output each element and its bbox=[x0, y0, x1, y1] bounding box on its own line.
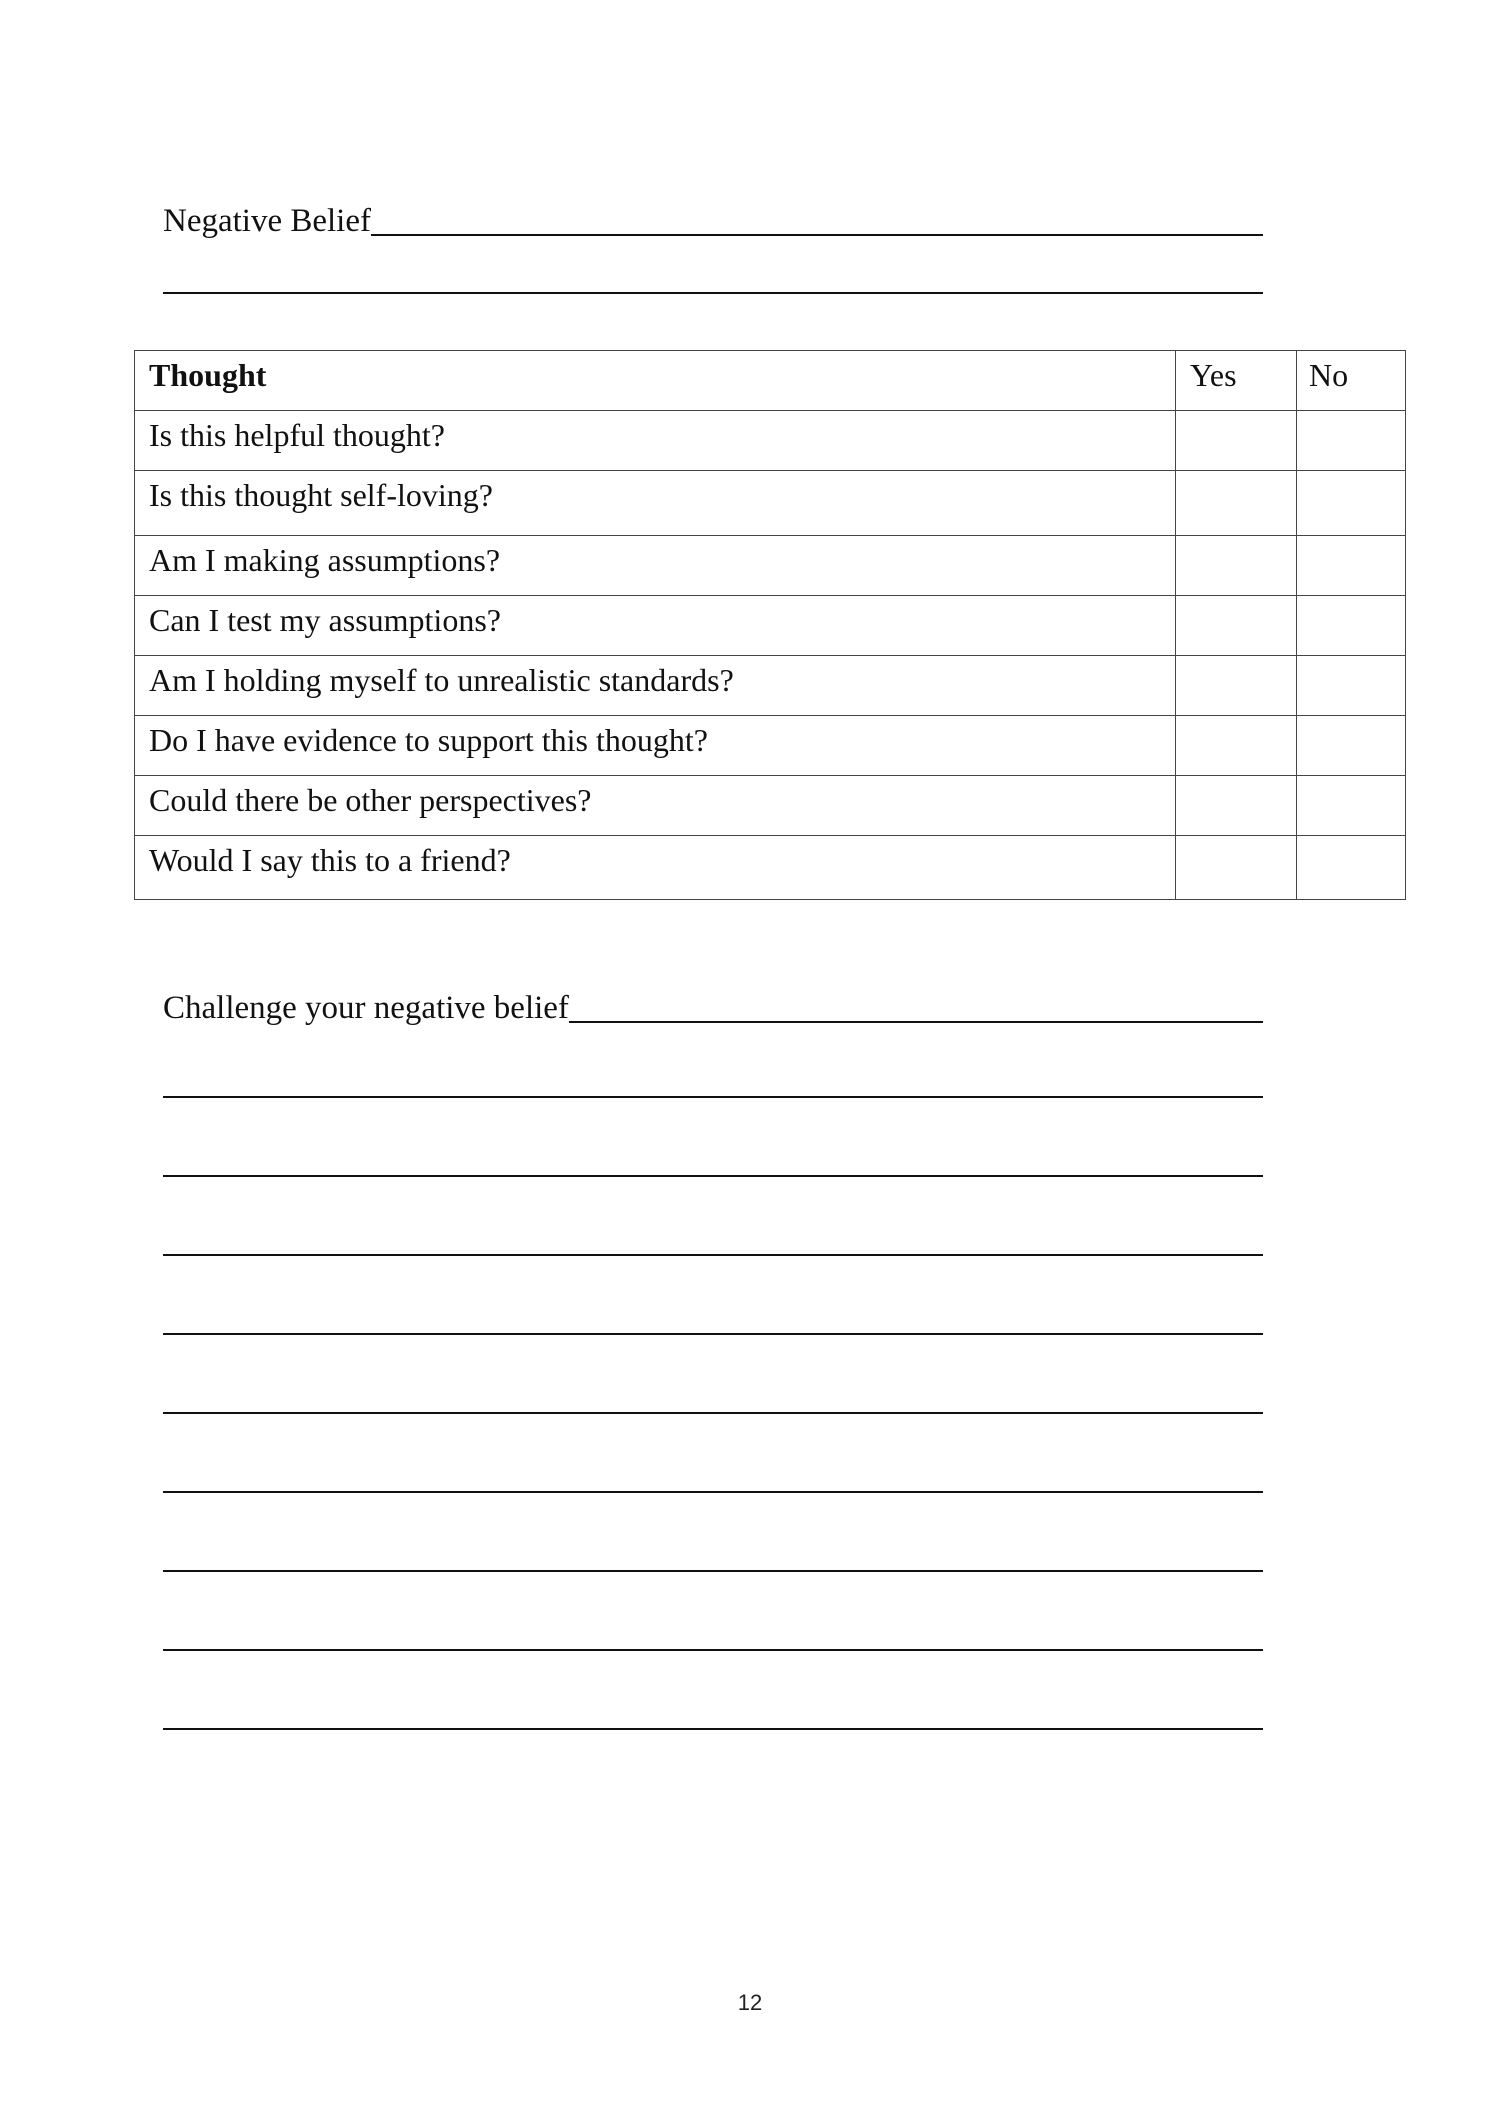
no-checkbox-cell[interactable] bbox=[1297, 596, 1406, 656]
challenge-write-line[interactable] bbox=[163, 1412, 1263, 1414]
page-number: 12 bbox=[737, 1990, 763, 2015]
table-row bbox=[135, 471, 1406, 536]
question-cell: Am I holding myself to unrealistic standards? bbox=[135, 656, 1176, 716]
yes-checkbox-cell[interactable] bbox=[1176, 411, 1297, 471]
challenge-write-line[interactable] bbox=[163, 1728, 1263, 1730]
no-checkbox-cell[interactable] bbox=[1297, 536, 1406, 596]
table-row bbox=[135, 656, 1406, 716]
table-row bbox=[135, 776, 1406, 836]
thought-checklist-table bbox=[134, 350, 1406, 900]
question-cell: Can I test my assumptions? bbox=[135, 596, 1176, 656]
challenge-write-line[interactable] bbox=[163, 1491, 1263, 1493]
challenge-row bbox=[163, 985, 1263, 1029]
challenge-write-line[interactable] bbox=[163, 1333, 1263, 1335]
table-row bbox=[135, 596, 1406, 656]
negative-belief-write-line-2[interactable] bbox=[163, 292, 1263, 294]
yes-checkbox-cell[interactable] bbox=[1176, 836, 1297, 900]
no-checkbox-cell[interactable] bbox=[1297, 836, 1406, 900]
no-checkbox-cell[interactable] bbox=[1297, 776, 1406, 836]
negative-belief-write-line[interactable] bbox=[371, 232, 1263, 236]
negative-belief-row bbox=[163, 198, 1263, 242]
challenge-write-line[interactable] bbox=[163, 1175, 1263, 1177]
question-cell: Is this helpful thought? bbox=[135, 411, 1176, 471]
header-no: No bbox=[1297, 351, 1406, 411]
question-cell: Would I say this to a friend? bbox=[135, 836, 1176, 900]
challenge-write-line[interactable] bbox=[163, 1570, 1263, 1572]
yes-checkbox-cell[interactable] bbox=[1176, 656, 1297, 716]
table-row bbox=[135, 716, 1406, 776]
challenge-label: Challenge your negative belief bbox=[163, 990, 569, 1026]
no-checkbox-cell[interactable] bbox=[1297, 656, 1406, 716]
no-checkbox-cell[interactable] bbox=[1297, 716, 1406, 776]
table-row bbox=[135, 411, 1406, 471]
header-yes: Yes bbox=[1176, 351, 1297, 411]
yes-checkbox-cell[interactable] bbox=[1176, 536, 1297, 596]
no-checkbox-cell[interactable] bbox=[1297, 411, 1406, 471]
challenge-write-line[interactable] bbox=[163, 1096, 1263, 1098]
yes-checkbox-cell[interactable] bbox=[1176, 596, 1297, 656]
question-cell: Am I making assumptions? bbox=[135, 536, 1176, 596]
no-checkbox-cell[interactable] bbox=[1297, 471, 1406, 536]
challenge-write-line[interactable] bbox=[163, 1254, 1263, 1256]
table-row bbox=[135, 836, 1406, 900]
yes-checkbox-cell[interactable] bbox=[1176, 471, 1297, 536]
question-cell: Could there be other perspectives? bbox=[135, 776, 1176, 836]
challenge-write-line[interactable] bbox=[163, 1649, 1263, 1651]
question-cell: Do I have evidence to support this thought? bbox=[135, 716, 1176, 776]
yes-checkbox-cell[interactable] bbox=[1176, 776, 1297, 836]
negative-belief-label: Negative Belief bbox=[163, 203, 371, 239]
header-thought: Thought bbox=[135, 351, 1176, 411]
yes-checkbox-cell[interactable] bbox=[1176, 716, 1297, 776]
challenge-write-line[interactable] bbox=[569, 1019, 1263, 1023]
question-cell: Is this thought self-loving? bbox=[135, 471, 1176, 536]
table-row bbox=[135, 536, 1406, 596]
table-header-row bbox=[135, 351, 1406, 411]
